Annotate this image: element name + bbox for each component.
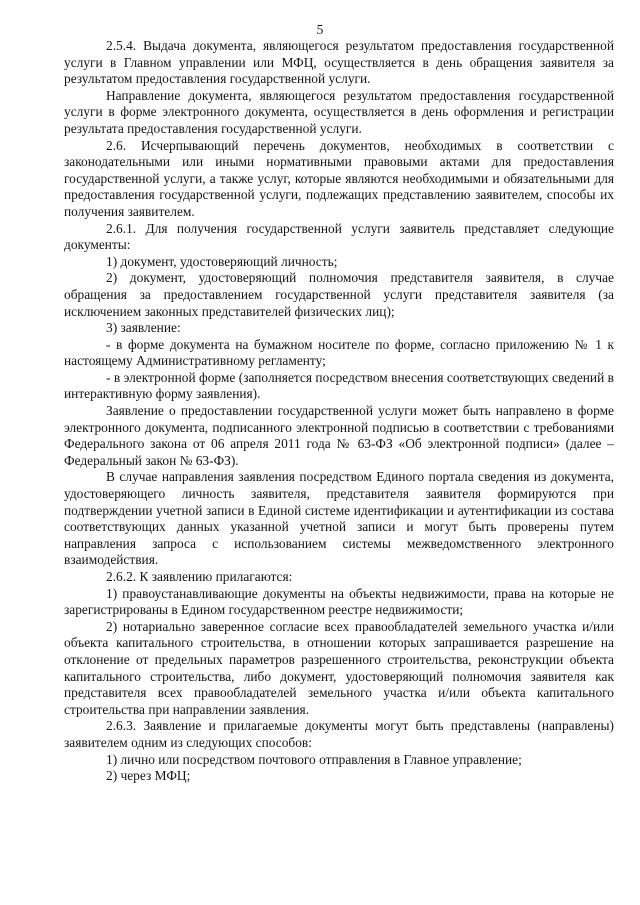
list-item-in-person-or-mail: 1) лично или посредством почтового отправления в Главное управление; [106, 751, 522, 767]
list-item-title-documents: 1) правоустанавливающие документы на объекты недвижимости, права на которые не зарегистрированы в Едином государственном реестре недвижимости; [64, 585, 614, 618]
page-number: 5 [316, 22, 324, 37]
paragraph-2-6-3: 2.6.3. Заявление и прилагаемые документы могут быть представлены (направлены) заявителем одним из следующих способов: [64, 718, 614, 750]
paragraph-unified-portal: В случае направления заявления посредством Единого портала сведения из документа, удостоверяющего личность заявителя, представителя заявителя формируются при подтверждении учетной записи в Единой системе идентификации и аутентификации из состава соответствующих данных указанной учетной записи и могут быть проверены путем направления запроса с использованием системы межведомственного электронного взаимодействия. [64, 469, 614, 568]
list-item-notarized-consent: 2) нотариально заверенное согласие всех правообладателей земельного участка и/или объекта капитального строительства, в отношении которых запрашивается разрешение на отклонение от предельных параметров разрешенного строительства, реконструкции объекта капитального строительства, либо документ, удостоверяющий полномочия заявителя как представителя всех правообладателей земельного участка и/или объекта капитального строительства при направлении заявления. [64, 618, 614, 717]
list-item-application: 3) заявление: [106, 320, 181, 336]
list-item-via-mfc: 2) через МФЦ; [106, 768, 191, 784]
paragraph-2-6-1: 2.6.1. Для получения государственной услуги заявитель представляет следующие документы: [64, 220, 614, 253]
list-item-electronic-form: - в электронной форме (заполняется посредством внесения соответствующих сведений в интерактивную форму заявления). [64, 369, 614, 402]
paragraph-electronic-result: Направление документа, являющегося результатом предоставления государственной услуги в форме электронного документа, осуществляется в день оформления и регистрации результата предоставления государственной услуги. [64, 87, 614, 136]
paragraph-2-5-4: 2.5.4. Выдача документа, являющегося результатом предоставления государственной услуги в Главном управлении или МФЦ, осуществляется в день обращения заявителя за результатом предоставления государственной услуги. [64, 38, 614, 87]
list-item-paper-form: - в форме документа на бумажном носителе по форме, согласно приложению № 1 к настоящему Административному регламенту; [64, 336, 614, 369]
paragraph-2-6: 2.6. Исчерпывающий перечень документов, необходимых в соответствии с законодательными или иными нормативными правовыми актами для предоставления государственной услуги, а также услуг, которые являются необходимыми и обязательными для предоставления государственной услуги, подлежащих представлению заявителем, способы их получения заявителем. [64, 137, 614, 219]
list-item-identity-document: 1) документ, удостоверяющий личность; [106, 253, 338, 269]
document-body [64, 38, 614, 785]
paragraph-2-6-2: 2.6.2. К заявлению прилагаются: [106, 569, 293, 584]
paragraph-electronic-signature: Заявление о предоставлении государственной услуги может быть направлено в форме электронного документа, подписанного электронной подписью в соответствии с требованиями Федерального закона от 06 апреля 2011 года № 63-ФЗ «Об электронной подписи» (далее – Федеральный закон № 63-ФЗ). [64, 403, 614, 468]
list-item-representative-authority: 2) документ, удостоверяющий полномочия представителя заявителя, в случае обращения за предоставлением государственной услуги представителя заявителя (за исключением законных представителей физических лиц); [64, 270, 614, 319]
